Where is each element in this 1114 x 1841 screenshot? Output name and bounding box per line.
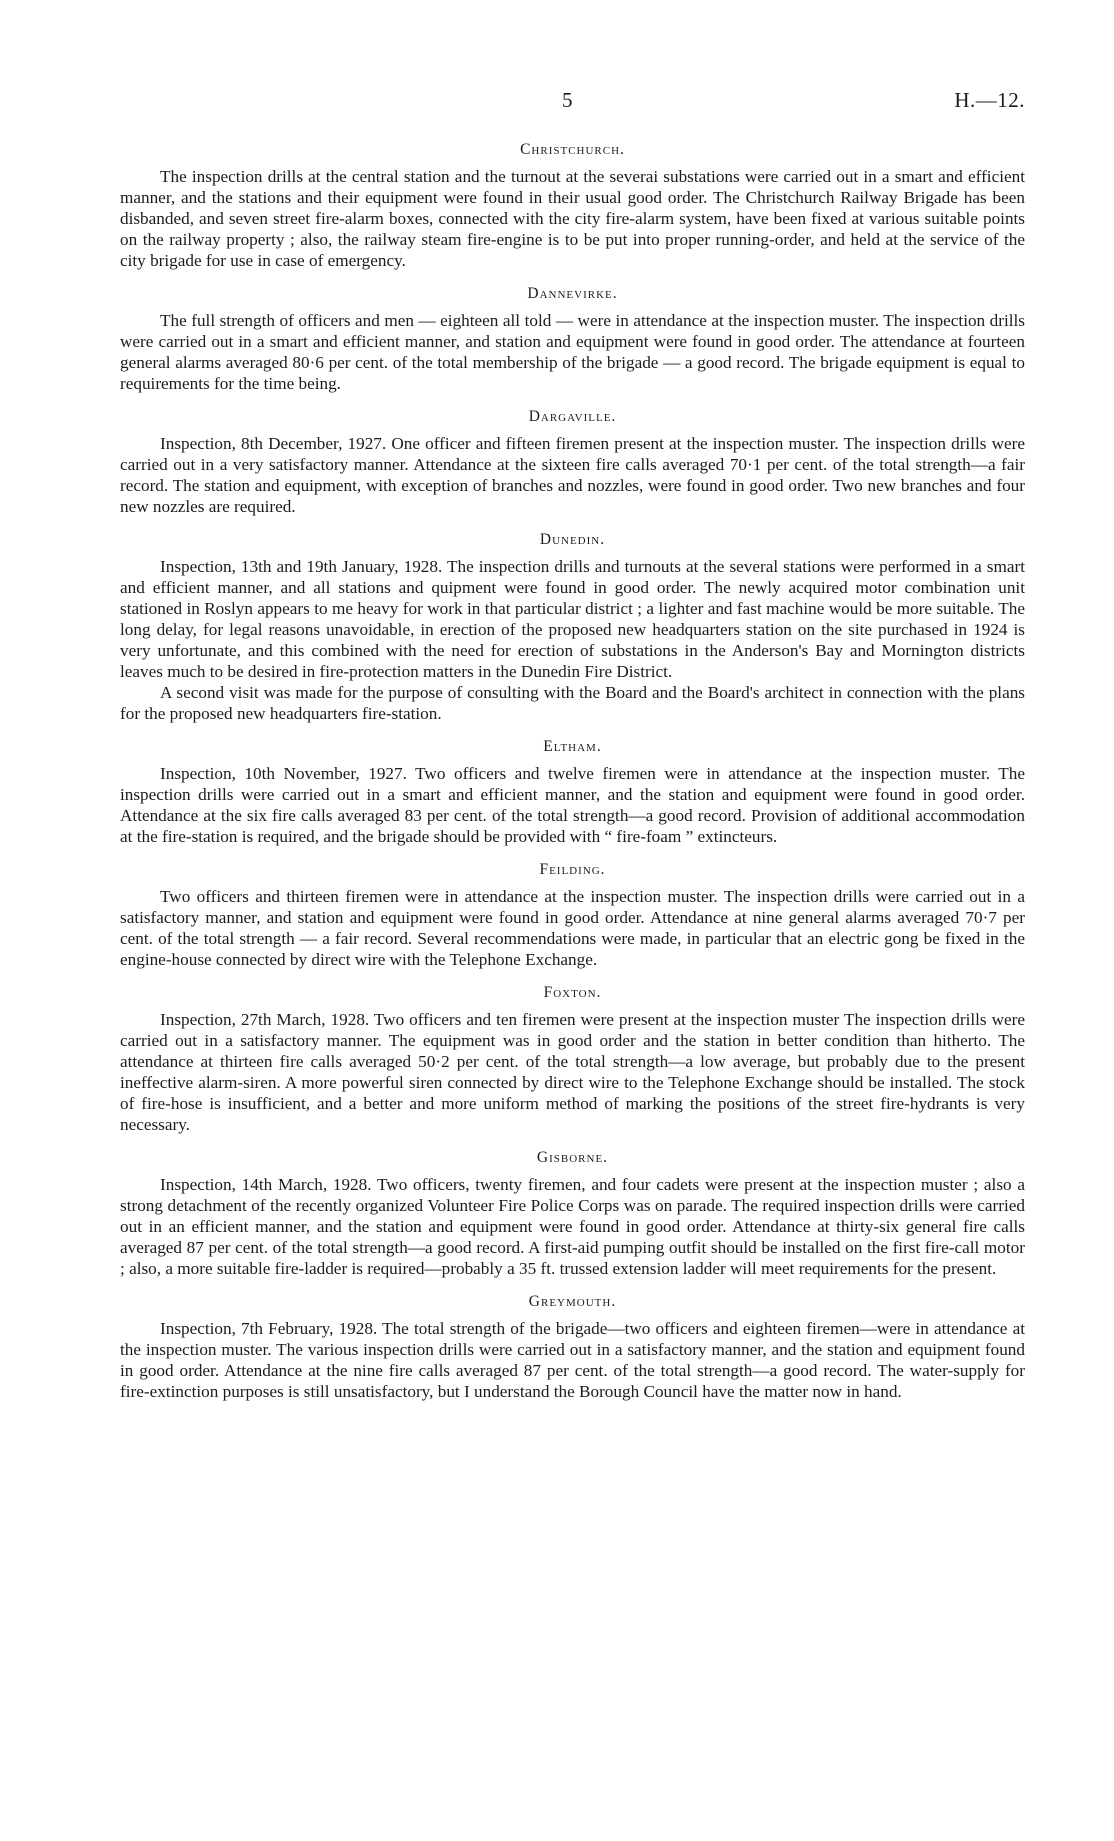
section-paragraph: Inspection, 8th December, 1927. One officer and fifteen firemen present at the inspection muster. The inspection drills were carried out in a very satisfactory manner. Attendance at the sixteen fire calls averaged 70·1 per cent. of the total strength—a fair record. The station and equipment, with exception of branches and nozzles, were found in good order. Two new branches and four new nozzles are required. xyxy=(120,434,1025,516)
section-paragraph: Inspection, 13th and 19th January, 1928. The inspection drills and turnouts at the several stations were performed in a smart and efficient manner, and all stations and quipment were found in good order. The newly acquired motor combination unit stationed in Roslyn appears to me heavy for work in that particular district ; a lighter and fast machine would be more suitable. The long delay, for legal reasons unavoidable, in erection of the proposed new headquarters station on the site purchased in 1924 is very unfortunate, and this combined with the need for erection of substations in the Anderson's Bay and Mornington districts leaves much to be desired in fire-protection matters in the Dunedin Fire District. xyxy=(120,557,1025,681)
page-number: 5 xyxy=(562,88,573,112)
section-paragraph: A second visit was made for the purpose of consulting with the Board and the Board's architect in connection with the plans for the proposed new headquarters fire-station. xyxy=(120,683,1025,723)
page-header xyxy=(120,88,1025,118)
section-title: Christchurch. xyxy=(520,141,625,158)
report-section xyxy=(120,408,1025,517)
section-paragraph: Two officers and thirteen firemen were in attendance at the inspection muster. The inspection drills were carried out in a satisfactory manner, and station and equipment were found in good order. Attendance at nine general alarms averaged 70·7 per cent. of the total strength — a fair record. Several recommendations were made, in particular that an electric gong be fixed in the engine-house connected by direct wire with the Telephone Exchange. xyxy=(120,887,1025,969)
report-section xyxy=(120,531,1025,724)
report-section xyxy=(120,1293,1025,1402)
report-section xyxy=(120,861,1025,970)
section-title: Greymouth. xyxy=(528,1293,617,1310)
report-section xyxy=(120,1149,1025,1279)
section-title: Eltham. xyxy=(543,738,602,755)
section-title: Dunedin. xyxy=(539,531,606,548)
section-paragraph: Inspection, 14th March, 1928. Two officers, twenty firemen, and four cadets were present at the inspection muster ; also a strong detachment of the recently organized Volunteer Fire Police Corps was on parade. The required inspection drills were carried out in an efficient manner, and the station and equipment were found in good order. Attendance at thirty-six general fire calls averaged 87 per cent. of the total strength—a good record. A first-aid pumping outfit should be installed on the first fire-call motor ; also, a more suitable fire-ladder is required—probably a 35 ft. trussed extension ladder will meet requirements for the present. xyxy=(120,1175,1025,1278)
section-paragraph: Inspection, 7th February, 1928. The total strength of the brigade—two officers and eighteen firemen—were in attendance at the inspection muster. The various inspection drills were carried out in a satisfactory manner, and the station and equipment found in good order. Attendance at the nine fire calls averaged 87 per cent. of the total strength—a good record. The water-supply for fire-extinction purposes is still unsatisfactory, but I understand the Borough Council have the matter now in hand. xyxy=(120,1319,1025,1401)
report-section xyxy=(120,141,1025,271)
report-body xyxy=(120,141,1025,1416)
section-title: Feilding. xyxy=(539,861,606,878)
section-paragraph: Inspection, 10th November, 1927. Two officers and twelve firemen were in attendance at the inspection muster. The inspection drills were carried out in a smart and efficient manner, and the station and equipment were found in good order. Attendance at the six fire calls averaged 83 per cent. of the total strength—a good record. Provision of additional accommodation at the fire-station is required, and the brigade should be provided with “ fire-foam ” extincteurs. xyxy=(120,764,1025,846)
report-section xyxy=(120,738,1025,847)
section-title: Dannevirke. xyxy=(527,285,618,302)
section-paragraph: Inspection, 27th March, 1928. Two officers and ten firemen were present at the inspection muster The inspection drills were carried out in a satisfactory manner. The equipment was in good order and the station in better condition than hitherto. The attendance at thirteen fire calls averaged 50·2 per cent. of the total strength—a low average, but probably due to the present ineffective alarm-siren. A more powerful siren connected by direct wire to the Telephone Exchange should be installed. The stock of fire-hose is insufficient, and a better and more uniform method of marking the positions of the street fire-hydrants is very necessary. xyxy=(120,1010,1025,1134)
report-section xyxy=(120,285,1025,394)
section-title: Foxton. xyxy=(543,984,602,1001)
section-paragraph: The inspection drills at the central station and the turnout at the severai substations were carried out in a smart and efficient manner, and the stations and their equipment were found in their usual good order. The Christchurch Railway Brigade has been disbanded, and seven street fire-alarm boxes, connected with the city fire-alarm system, have been fixed at various suitable points on the railway property ; also, the railway steam fire-engine is to be put into proper running-order, and held at the service of the city brigade for use in case of emergency. xyxy=(120,167,1025,270)
report-section xyxy=(120,984,1025,1135)
document-code: H.—12. xyxy=(954,88,1025,112)
section-paragraph: The full strength of officers and men — eighteen all told — were in attendance at the inspection muster. The inspection drills were carried out in a smart and efficient manner, and station and equipment were found in good order. The attendance at fourteen general alarms averaged 80·6 per cent. of the total membership of the brigade — a good record. The brigade equipment is equal to requirements for the time being. xyxy=(120,311,1025,393)
section-title: Dargaville. xyxy=(528,408,617,425)
section-title: Gisborne. xyxy=(536,1149,609,1166)
